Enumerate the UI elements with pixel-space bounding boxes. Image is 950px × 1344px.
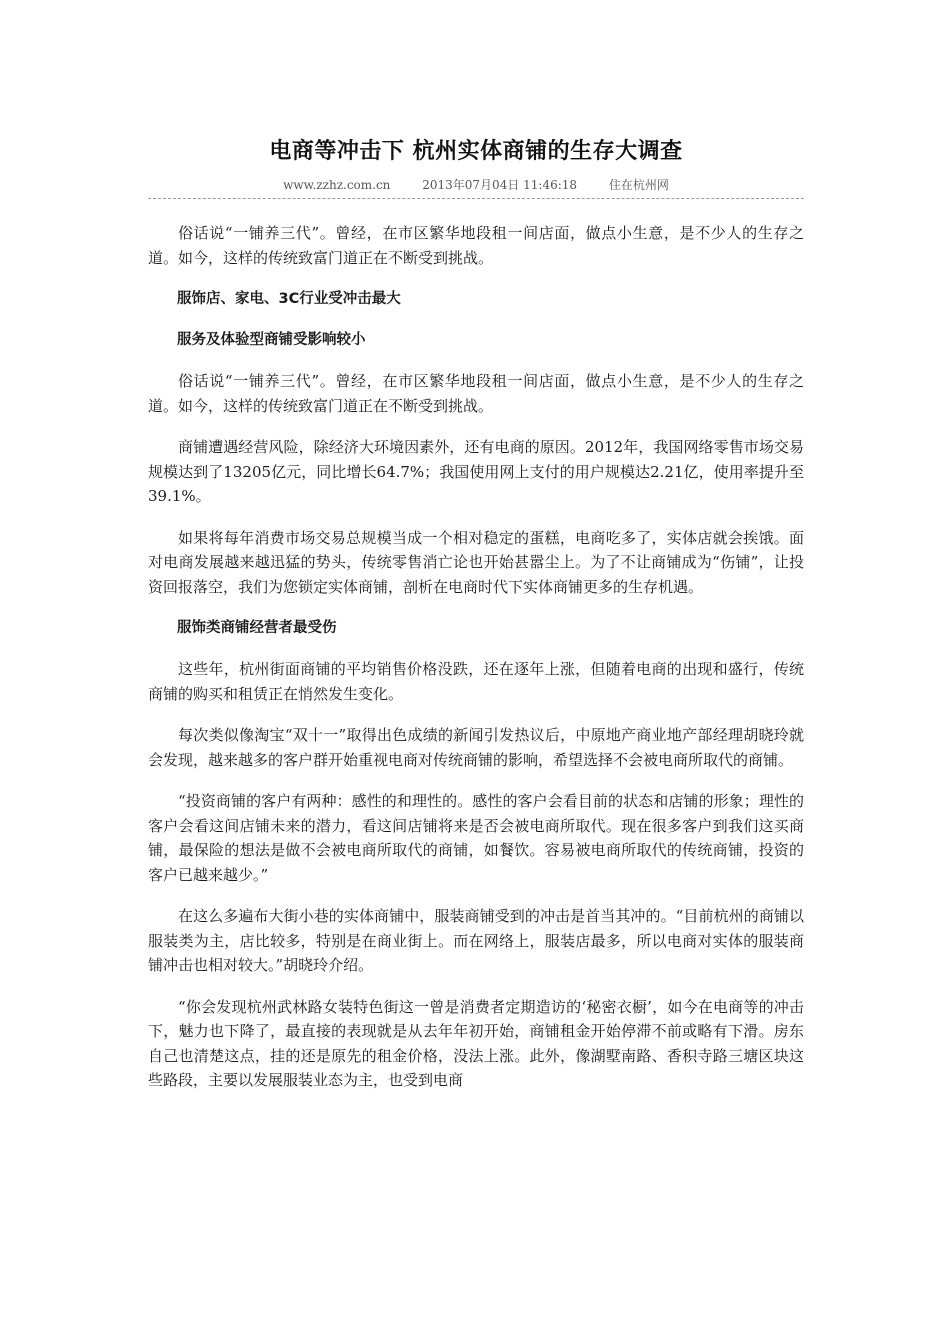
source-name: 住在杭州网 xyxy=(608,178,669,192)
paragraph: 俗话说“一铺养三代”。曾经，在市区繁华地段租一间店面，做点小生意，是不少人的生存之道。如今，这样的传统致富门道正在不断受到挑战。 xyxy=(148,372,804,415)
article-meta xyxy=(148,176,804,194)
article-title: 电商等冲击下 杭州实体商铺的生存大调查 xyxy=(269,139,683,164)
article-body xyxy=(148,221,804,1093)
paragraph: 如果将每年消费市场交易总规模当成一个相对稳定的蛋糕，电商吃多了，实体店就会挨饿。面对电商发展越来越迅猛的势头，传统零售消亡论也开始甚嚣尘上。为了不让商铺成为“伤铺”，让投资回报落空，我们为您锁定实体商铺，剖析在电商时代下实体商铺更多的生存机遇。 xyxy=(148,528,804,596)
article-page xyxy=(148,134,804,1110)
section-heading: 服饰类商铺经营者最受伤 xyxy=(177,620,337,636)
section-heading: 服务及体验型商铺受影响较小 xyxy=(177,332,366,348)
paragraph: 商铺遭遇经营风险，除经济大环境因素外，还有电商的原因。2012年，我国网络零售市场交易规模达到了13205亿元，同比增长64.7%；我国使用网上支付的用户规模达2.21亿，使用率提升至39.1%。 xyxy=(148,438,804,505)
paragraph: “投资商铺的客户有两种：感性的和理性的。感性的客户会看目前的状态和店铺的形象；理性的客户会看这间店铺未来的潜力，看这间店铺将来是否会被电商所取代。现在很多客户到我们这买商铺，最保险的想法是做不会被电商所取代的商铺，如餐饮。容易被电商所取代的传统商铺，投资的客户已越来越少。” xyxy=(148,792,804,884)
paragraph: 这些年，杭州街面商铺的平均销售价格没跌，还在逐年上涨，但随着电商的出现和盛行，传统商铺的购买和租赁正在悄然发生变化。 xyxy=(148,660,804,703)
paragraph: 每次类似像淘宝“双十一”取得出色成绩的新闻引发热议后，中原地产商业地产部经理胡晓玲就会发现，越来越多的客户群开始重视电商对传统商铺的影响，希望选择不会被电商所取代的商铺。 xyxy=(148,726,804,769)
publish-datetime: 2013年07月04日 11:46:18 xyxy=(422,178,578,192)
section-heading: 服饰店、家电、3C行业受冲击最大 xyxy=(177,291,401,307)
paragraph: “你会发现杭州武林路女装特色街这一曾是消费者定期造访的‘秘密衣橱’，如今在电商等的冲击下，魅力也下降了，最直接的表现就是从去年年初开始，商铺租金开始停滞不前或略有下滑。房东自己也清楚这点，挂的还是原先的租金价格，没法上涨。此外，像湖墅南路、香积寺路三塘区块这些路段，主要以发展服装业态为主，也受到电商 xyxy=(148,997,804,1089)
paragraph: 在这么多遍布大街小巷的实体商铺中，服装商铺受到的冲击是首当其冲的。“目前杭州的商铺以服装类为主，店比较多，特别是在商业街上。而在网络上，服装店最多，所以电商对实体的服装商铺冲击也相对较大。”胡晓玲介绍。 xyxy=(148,907,804,974)
site-url: www.zzhz.com.cn xyxy=(283,178,391,192)
title-divider xyxy=(148,198,804,199)
paragraph: 俗话说“一铺养三代”。曾经，在市区繁华地段租一间店面，做点小生意，是不少人的生存之道。如今，这样的传统致富门道正在不断受到挑战。 xyxy=(148,224,804,267)
